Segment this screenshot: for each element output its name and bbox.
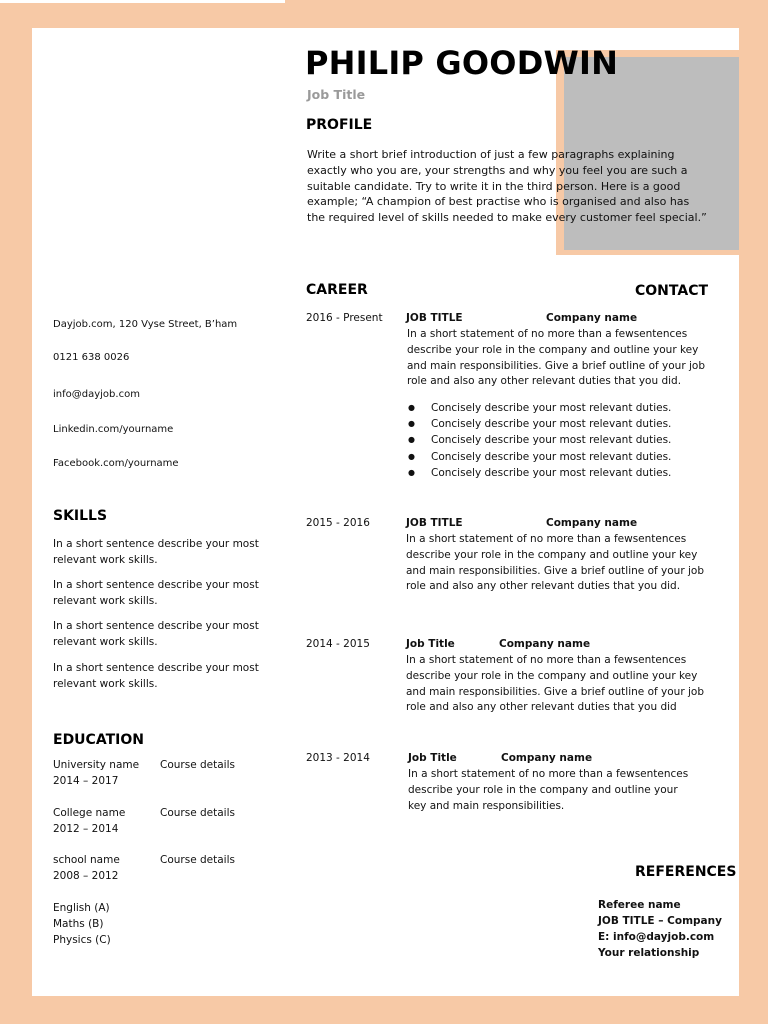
career-role: JOB TITLE <box>406 312 463 324</box>
education-institution <box>53 853 120 885</box>
institution-name: school name <box>53 854 120 866</box>
career-description: In a short statement of no more than a fewsentences describe your role in the company and outline your key and main responsibilities. Give a brief outline of your job role and also any other relevant duties that you did. <box>407 328 705 388</box>
referee-relationship: Your relationship <box>598 947 700 959</box>
skill-item: In a short sentence describe your most relevant work skills. <box>53 538 259 566</box>
career-date: 2016 - Present <box>306 312 383 324</box>
career-role: JOB TITLE <box>406 517 463 529</box>
profile-text: Write a short brief introduction of just a few paragraphs explaining exactly who you are, your strengths and why you feel you are such a suitable candidate. Try to write it in the third person. Here is a good example; “A champion of best practise who is organised and also has the required level of skills needed to make every customer feel special.” <box>307 148 707 225</box>
education-institution <box>53 806 125 838</box>
institution-name: College name <box>53 807 126 819</box>
career-company: Company name <box>499 638 591 650</box>
course-details: Course details <box>160 854 235 866</box>
referee-job-title: JOB TITLE – Company <box>598 915 722 927</box>
education-heading: EDUCATION <box>53 732 144 748</box>
skill-item: In a short sentence describe your most relevant work skills. <box>53 620 259 648</box>
course-details: Course details <box>160 807 235 819</box>
career-description: In a short statement of no more than a fewsentences describe your role in the company and outline your key and main responsibilities. Give a brief outline of your job role and also any other relevant duties that you did. <box>406 533 704 593</box>
skills-heading: SKILLS <box>53 508 108 524</box>
career-company: Company name <box>546 517 638 529</box>
skill-item: In a short sentence describe your most relevant work skills. <box>53 579 259 607</box>
duty-item: ● Concisely describe your most relevant duties. <box>408 449 671 465</box>
duty-item: ● Concisely describe your most relevant duties. <box>408 465 671 481</box>
career-date: 2015 - 2016 <box>306 517 370 529</box>
references-block <box>598 897 722 961</box>
institution-years: 2012 – 2014 <box>53 822 119 835</box>
career-description: In a short statement of no more than a fewsentences describe your role in the company and outline your key and main responsibilities. <box>408 768 689 812</box>
career-description: In a short statement of no more than a fewsentences describe your role in the company and outline your key and main responsibilities. Give a brief outline of your job role and also any other relevant duties that you did <box>406 654 704 714</box>
duty-item: ● Concisely describe your most relevant duties. <box>408 416 671 432</box>
references-heading: REFERENCES <box>635 864 737 880</box>
grade-item: English (A) <box>53 902 110 914</box>
institution-years: 2014 – 2017 <box>53 774 119 787</box>
institution-years: 2008 – 2012 <box>53 869 119 882</box>
career-role: Job Title <box>408 752 457 764</box>
profile-heading: PROFILE <box>306 117 373 133</box>
course-details: Course details <box>160 759 235 771</box>
career-role: Job Title <box>406 638 455 650</box>
contact-email: info@dayjob.com <box>53 389 140 400</box>
candidate-name: PHILIP GOODWIN <box>305 44 619 82</box>
contact-facebook: Facebook.com/yourname <box>53 458 179 469</box>
referee-name: Referee name <box>598 899 681 911</box>
skill-item: In a short sentence describe your most relevant work skills. <box>53 662 259 690</box>
institution-name: University name <box>53 759 140 771</box>
career-date: 2013 - 2014 <box>306 752 370 764</box>
duty-item: ● Concisely describe your most relevant duties. <box>408 432 671 448</box>
grade-item: Maths (B) <box>53 917 104 930</box>
top-accent <box>0 0 285 3</box>
career-heading: CAREER <box>306 282 368 298</box>
duties-list <box>408 400 671 481</box>
education-institution <box>53 758 139 790</box>
grade-item: Physics (C) <box>53 933 111 946</box>
contact-phone: 0121 638 0026 <box>53 352 130 363</box>
contact-heading: CONTACT <box>635 283 709 299</box>
candidate-job-title: Job Title <box>307 87 366 102</box>
career-company: Company name <box>501 752 593 764</box>
career-company: Company name <box>546 312 638 324</box>
grades-list <box>53 901 111 948</box>
contact-address: Dayjob.com, 120 Vyse Street, B’ham <box>53 319 238 330</box>
referee-email: E: info@dayjob.com <box>598 931 715 943</box>
contact-linkedin: Linkedin.com/yourname <box>53 424 174 435</box>
duty-item: ● Concisely describe your most relevant duties. <box>408 400 671 416</box>
career-date: 2014 - 2015 <box>306 638 370 650</box>
